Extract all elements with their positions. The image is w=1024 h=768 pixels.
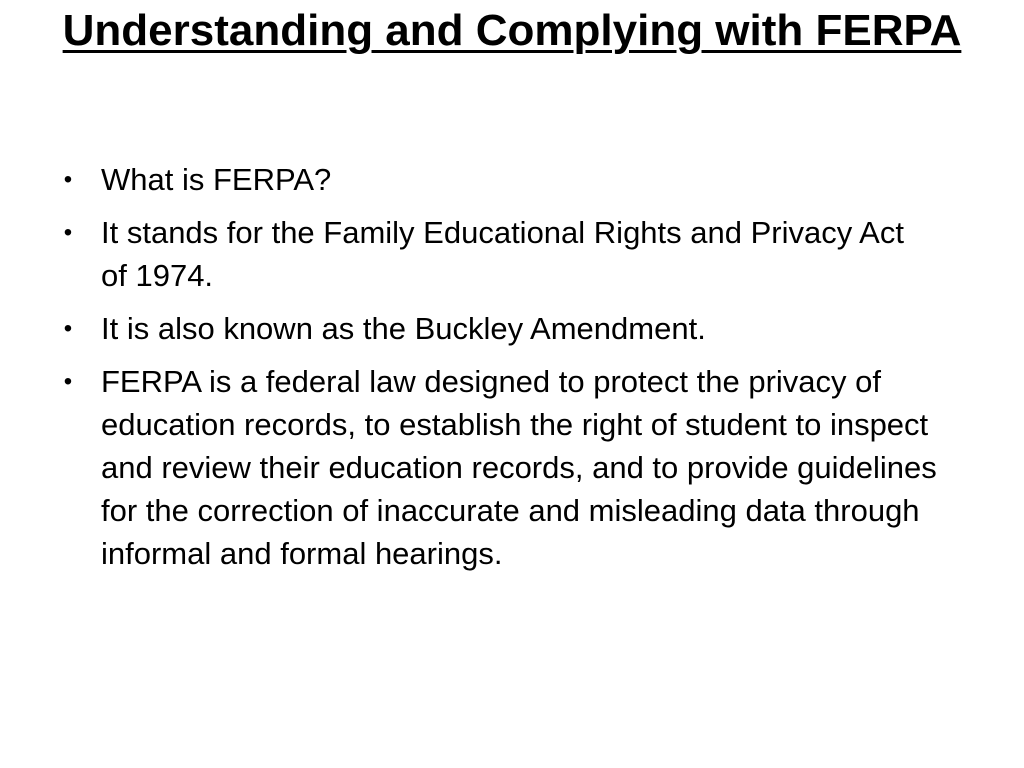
bullet-icon: • xyxy=(63,166,73,193)
bullet-icon: • xyxy=(63,368,73,395)
slide-title: Understanding and Complying with FERPA xyxy=(62,6,962,55)
bullet-text: It is also known as the Buckley Amendment. xyxy=(101,311,706,346)
bullet-text: It stands for the Family Educational Rights and Privacy Act of 1974. xyxy=(101,215,904,293)
list-item xyxy=(58,360,938,575)
bullet-icon: • xyxy=(63,219,73,246)
list-item xyxy=(58,211,938,297)
bullet-list xyxy=(58,158,938,585)
bullet-icon: • xyxy=(63,315,73,342)
list-item xyxy=(58,158,938,201)
list-item xyxy=(58,307,938,350)
bullet-text: FERPA is a federal law designed to protect the privacy of education records, to establish the right of student to inspect and review their education records, and to provide guidelines for the correction of inaccurate and misleading data through informal and formal hearings. xyxy=(101,364,937,571)
bullet-text: What is FERPA? xyxy=(101,162,332,197)
